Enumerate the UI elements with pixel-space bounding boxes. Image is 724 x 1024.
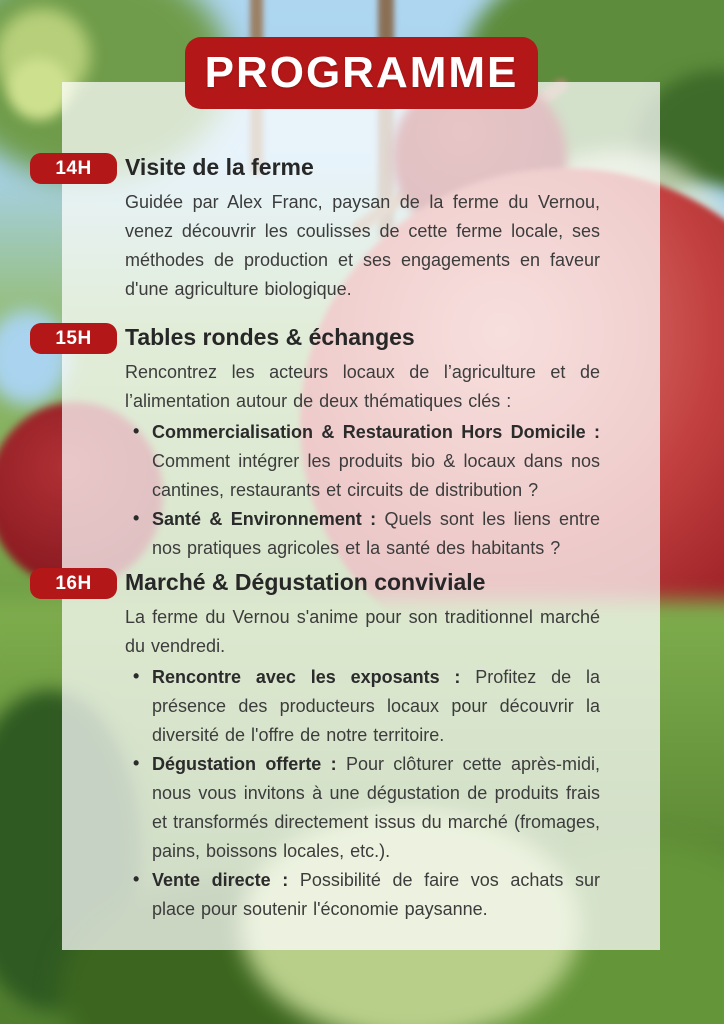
section-title: Tables rondes & échanges xyxy=(125,324,415,350)
bullet-lead: Commercialisation & Restauration Hors Domicile : xyxy=(152,422,600,442)
bullet-text: Quels sont les liens entre nos pratiques agricoles et la santé des habitants ? xyxy=(152,509,600,558)
section-14h xyxy=(55,152,600,304)
bullet-text: Profitez de la présence des producteurs locaux pour découvrir la diversité de l'offre de notre territoire. xyxy=(152,667,600,745)
bullet-text: Comment intégrer les produits bio & locaux dans nos cantines, restaurants et circuits de distribution ? xyxy=(152,451,600,500)
time-badge-14h xyxy=(30,153,117,184)
bullet-lead: Vente directe : xyxy=(152,870,289,890)
section-title: Visite de la ferme xyxy=(125,154,314,180)
bullet-icon: • xyxy=(133,869,140,889)
bullet-list xyxy=(125,663,600,924)
bullet-icon: • xyxy=(133,508,140,528)
section-title: Marché & Dégustation conviviale xyxy=(125,569,486,595)
list-item xyxy=(125,505,600,563)
time-label: 16H xyxy=(55,572,92,594)
bullet-list xyxy=(125,418,600,563)
bullet-icon: • xyxy=(133,753,140,773)
section-intro: Rencontrez les acteurs locaux de l’agriculture et de l’alimentation autour de deux thématiques clés : xyxy=(125,362,600,411)
bullet-lead: Santé & Environnement : xyxy=(152,509,377,529)
time-badge-15h xyxy=(30,323,117,354)
page-title: PROGRAMME xyxy=(204,48,519,97)
list-item xyxy=(125,866,600,924)
bullet-lead: Dégustation offerte : xyxy=(152,754,337,774)
bullet-lead: Rencontre avec les exposants : xyxy=(152,667,461,687)
section-intro: Guidée par Alex Franc, paysan de la ferme du Vernou, venez découvrir les coulisses de cette ferme locale, ses méthodes de production et ses engagements en faveur d'une agriculture biologique. xyxy=(125,192,600,299)
bullet-text: Pour clôturer cette après-midi, nous vous invitons à une dégustation de produits frais et transformés directement issus du marché (fromages, pains, boissons locales, etc.). xyxy=(152,754,600,861)
list-item xyxy=(125,750,600,866)
green-apple-blob xyxy=(8,58,70,120)
time-label: 15H xyxy=(55,327,92,349)
section-15h xyxy=(55,322,600,563)
time-badge-16h xyxy=(30,568,117,599)
section-intro: La ferme du Vernou s'anime pour son traditionnel marché du vendredi. xyxy=(125,607,600,656)
title-banner xyxy=(185,37,538,109)
bullet-icon: • xyxy=(133,666,140,686)
bullet-text: Possibilité de faire vos achats sur place pour soutenir l'économie paysanne. xyxy=(152,870,600,919)
list-item xyxy=(125,418,600,505)
list-item xyxy=(125,663,600,750)
time-label: 14H xyxy=(55,157,92,179)
section-16h xyxy=(55,567,600,924)
bullet-icon: • xyxy=(133,421,140,441)
